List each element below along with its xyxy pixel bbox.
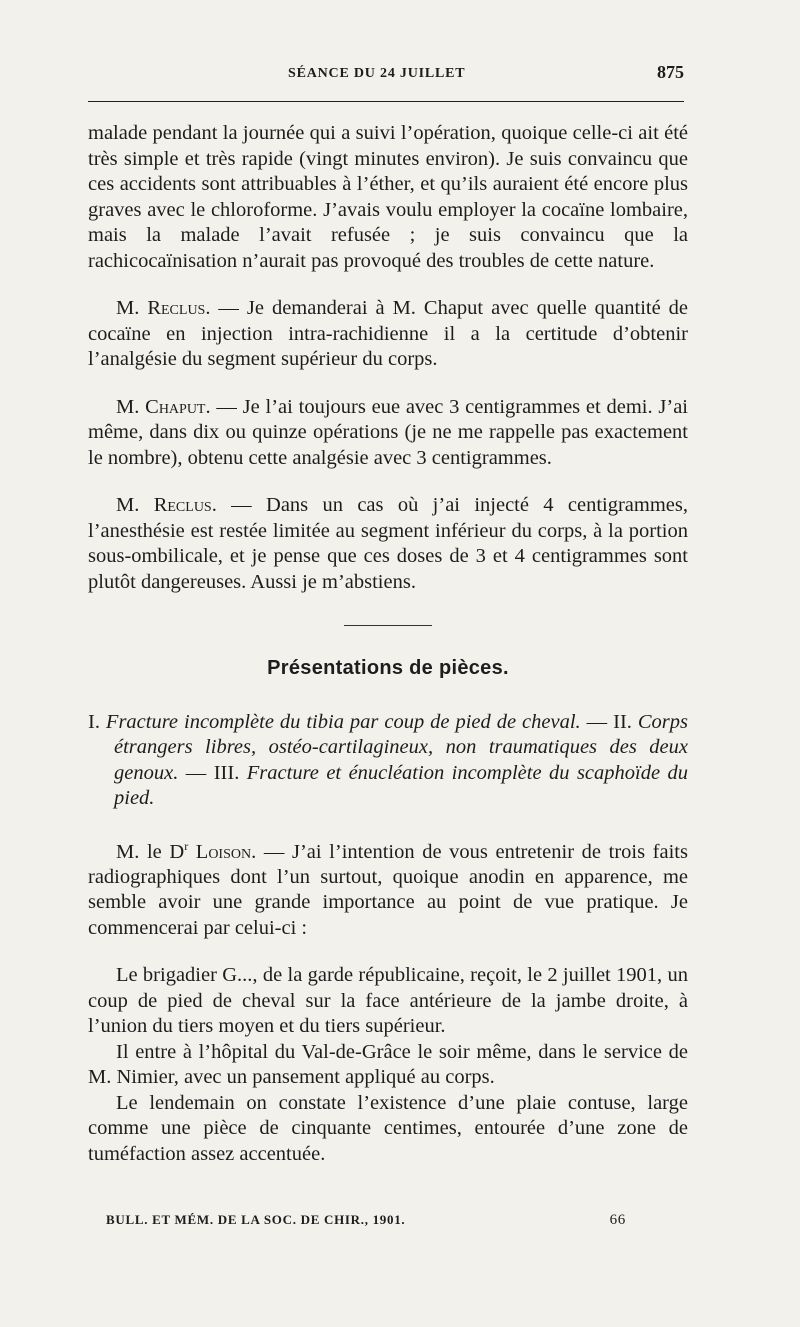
page-number: 875 [657,62,684,82]
item-title: Fracture incomplète du tibia par coup de pied de cheval. [105,710,581,733]
item-number: I. [88,710,100,733]
section-title: Présentations de pièces. [267,657,509,679]
item-title: Corps étrangers libres, ostéo-cartilagineux, non traumatiques des deux genoux. [114,710,689,784]
paragraph-continuation: malade pendant la journée qui a suivi l’opération, quoique celle-ci ait été très simple et très rapide (vingt minutes environ). Je suis convaincu que ces accidents sont attribuables à l’éther, et qu’ils auraient été encore plus graves avec le chloroforme. J’avais voulu employer la cocaïne lombaire, mais la malade l’avait refusée ; je suis convaincu que la rachicocaïnisation n’aurait pas provoqué des troubles de cette nature. [88,122,688,272]
header-rule [88,101,684,102]
speaker-name: Chaput [145,395,206,418]
speaker-title-sup: r [184,838,189,853]
signature-mark: 66 [609,1212,626,1228]
journal-citation: BULL. ET MÉM. DE LA SOC. DE CHIR., 1901. [106,1212,406,1227]
speech-text: . — Dans un cas où j’ai injecté 4 centigrammes, l’anesthésie est restée limitée au segment inférieur du corps, à la portion sous-ombilicale, et je pense que ces doses de 3 et 4 centigrammes sont plutôt dangereuses. Aussi je m’abstiens. [88,494,688,593]
speaker-prefix: M. le D [116,840,185,863]
item-title: Fracture et énucléation incomplète du scaphoïde du pied. [114,761,689,809]
speaker-name: Loison [188,840,252,863]
speaker-name: Reclus [147,297,206,319]
item-number: II. [613,710,632,733]
paragraph-reclus-question [88,296,688,373]
paragraph-case-description: Le brigadier G..., de la garde républicaine, reçoit, le 2 juillet 1901, un coup de pied de cheval sur la face antérieure de la jambe droite, à l’union du tiers moyen et du tiers supérieur. [88,964,688,1038]
section-divider [344,625,432,626]
paragraph-hospital: Il entre à l’hôpital du Val-de-Grâce le soir même, dans le service de M. Nimier, avec un pansement appliqué au corps. [88,1040,688,1089]
paragraph-chaput-answer [88,395,688,472]
speaker-prefix: M. [116,494,154,516]
speaker-name: Reclus [153,494,212,516]
item-separator: — [580,710,614,733]
speaker-prefix: M. [116,297,148,319]
paragraph-next-day: Le lendemain on constate l’existence d’une plaie contuse, large comme une pièce de cinquante centimes, entourée d’une zone de tuméfaction assez accentuée. [88,1091,688,1165]
item-number: III. [213,761,240,784]
speech-text: . — J’ai l’intention de vous entretenir de trois faits radiographiques dont l’un surtout, quoique anodin en apparence, me semble avoir une grande importance au point de vue pratique. Je commencerai par celui-ci : [88,840,688,939]
section-items [88,710,688,812]
page-footer [106,1212,626,1228]
page-body [88,121,688,1167]
speaker-prefix: M. [116,395,146,418]
paragraph-reclus-reply [88,493,688,595]
item-separator: — [178,761,214,784]
running-header [88,62,684,88]
paragraph-loison-intro [88,834,688,942]
header-title: SÉANCE DU 24 JUILLET [288,66,466,81]
speech-text: . — Je demanderai à M. Chaput avec quelle quantité de cocaïne en injection intra-rachidienne il a la certitude d’obtenir l’analgésie du segment supérieur du corps. [88,297,688,370]
speech-text: . — Je l’ai toujours eue avec 3 centigrammes et demi. J’ai même, dans dix ou quinze opérations (je ne me rappelle pas exactement le nombre), obtenu cette analgésie avec 3 centigrammes. [88,395,688,469]
